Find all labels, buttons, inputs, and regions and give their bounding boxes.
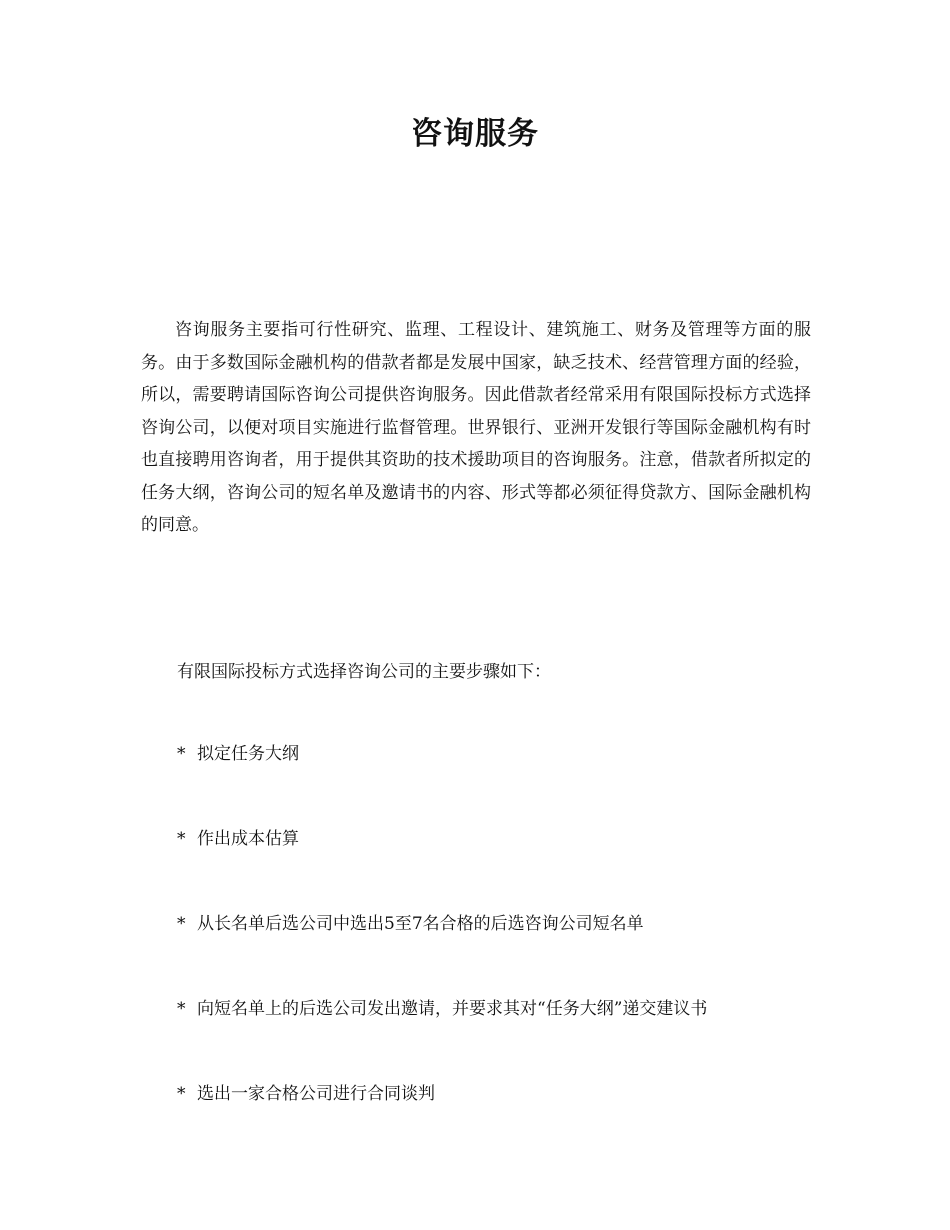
- bullet-marker: *: [177, 744, 186, 764]
- intro-paragraph: 咨询服务主要指可行性研究、监理、工程设计、建筑施工、财务及管理等方面的服务。由于多数国际金融机构的借款者都是发展中国家，缺乏技术、经营管理方面的经验，所以，需要聘请国际咨询公司提供咨询服务。因此借款者经常采用有限国际投标方式选择咨询公司，以便对项目实施进行监督管理。世界银行、亚洲开发银行等国际金融机构有时也直接聘用咨询者，用于提供其资助的技术援助项目的咨询服务。注意，借款者所拟定的任务大纲，咨询公司的短名单及邀请书的内容、形式等都必须征得贷款方、国际金融机构的同意。: [141, 320, 811, 535]
- bullet-marker: *: [177, 914, 186, 934]
- step-text: 拟定任务大纲: [197, 744, 299, 764]
- bullet-marker: *: [177, 1084, 186, 1104]
- step-item: [177, 823, 299, 855]
- step-text: 选出一家合格公司进行合同谈判: [197, 1084, 435, 1104]
- step-item: [177, 908, 644, 940]
- step-item: [177, 993, 707, 1025]
- bullet-marker: *: [177, 829, 186, 849]
- step-text: 向短名单上的后选公司发出邀请，并要求其对“任务大纲”递交建议书: [197, 999, 708, 1019]
- bullet-marker: *: [177, 999, 186, 1019]
- page-title: 咨询服务: [411, 116, 539, 152]
- step-text: 作出成本估算: [197, 829, 299, 849]
- step-text: 从长名单后选公司中选出5至7名合格的后选咨询公司短名单: [197, 914, 644, 934]
- steps-heading: 有限国际投标方式选择咨询公司的主要步骤如下：: [177, 662, 551, 682]
- step-item: [177, 738, 299, 770]
- step-item: [177, 1078, 435, 1110]
